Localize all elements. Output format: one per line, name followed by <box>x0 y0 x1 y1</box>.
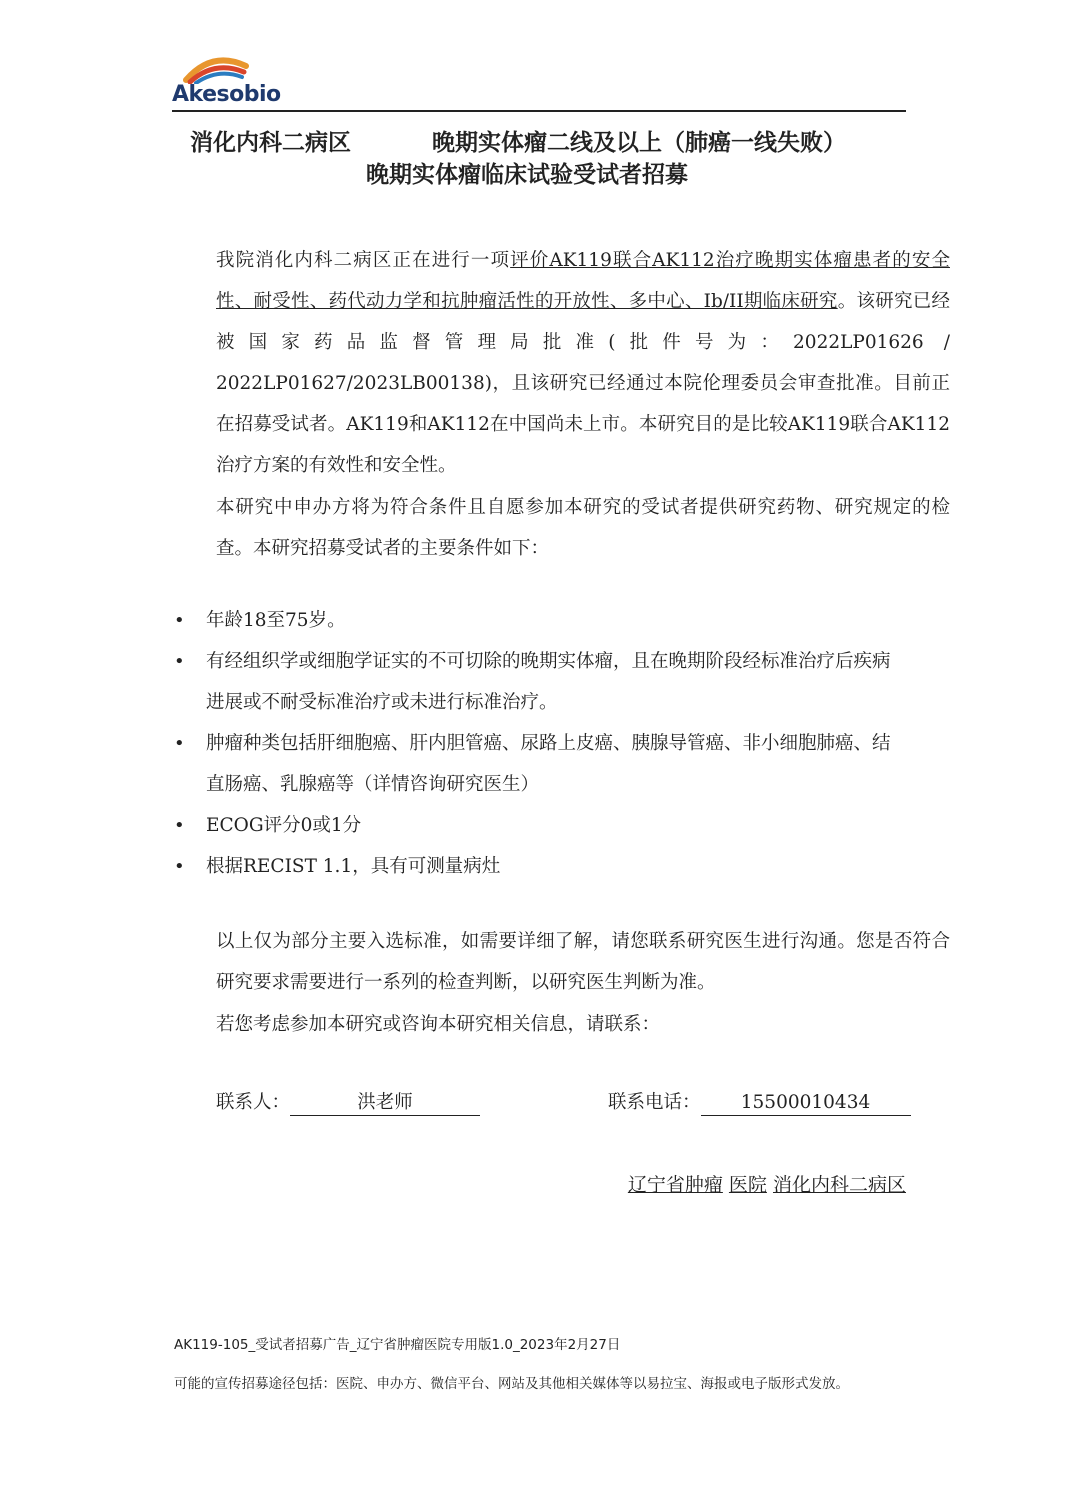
hospital-signature <box>628 1170 906 1197</box>
list-item: • ECOG评分0或1分 <box>174 805 908 846</box>
akesobio-logo <box>172 52 292 108</box>
logo-arcs-icon <box>182 52 252 84</box>
contact-phone-label: 联系电话： <box>608 1092 701 1113</box>
indication-heading: 晚期实体瘤二线及以上（肺癌一线失败） <box>432 130 846 156</box>
list-item: • 有经组织学或细胞学证实的不可切除的晚期实体瘤，且在晚期阶段经标准治疗后疾病进展或不耐受标准治疗或未进行标准治疗。 <box>174 641 908 723</box>
contact-person-value: 洪老师 <box>290 1091 480 1116</box>
intro-lead: 我院消化内科二病区正在进行一项 <box>216 250 511 271</box>
contact-phone <box>608 1088 911 1116</box>
hospital-name: 辽宁省肿瘤 <box>627 1174 723 1196</box>
hospital-type: 医院 <box>728 1174 767 1196</box>
header-divider <box>172 110 906 112</box>
study-name: 评价AK119联合AK112治疗晚期实体瘤患者的安全性、耐受性、药代动力学和抗肿瘤活性的开放性、多中心、Ib/II期临床研究 <box>216 250 950 312</box>
contact-person-label: 联系人： <box>216 1092 291 1113</box>
list-item: • 根据RECIST 1.1，具有可测量病灶 <box>174 846 908 887</box>
list-item: • 年龄18至75岁。 <box>174 600 908 641</box>
contact-phone-value: 15500010434 <box>701 1091 911 1116</box>
page-title: 晚期实体瘤临床试验受试者招募 <box>366 162 688 188</box>
version-footer: AK119-105_受试者招募广告_辽宁省肿瘤医院专用版1.0_2023年2月27日 <box>174 1337 621 1353</box>
list-item: • 肿瘤种类包括肝细胞癌、肝内胆管癌、尿路上皮癌、胰腺导管癌、非小细胞肺癌、结直肠癌、乳腺癌等（详情咨询研究医生） <box>174 723 908 805</box>
contact-person <box>216 1088 480 1116</box>
intro-paragraph <box>174 240 950 486</box>
intro-rest: 。该研究已经被国家药品监督管理局批准(批件号为：2022LP01626 / 2022LP01627/2023LB00138)，且该研究已经通过本院伦理委员会审查批准。目前正在招募受试者。AK119和AK112在中国尚未上市。本研究目的是比较AK119联合AK112治疗方案的有效性和安全性。 <box>216 291 950 476</box>
department-heading: 消化内科二病区 <box>190 130 351 156</box>
logo-text: Akesobio <box>172 82 281 107</box>
closing-paragraph: 以上仅为部分主要入选标准，如需要详细了解，请您联系研究医生进行沟通。您是否符合研究要求需要进行一系列的检查判断，以研究医生判断为准。 <box>216 931 950 993</box>
sponsor-paragraph: 本研究中申办方将为符合条件且自愿参加本研究的受试者提供研究药物、研究规定的检查。本研究招募受试者的主要条件如下： <box>216 497 950 559</box>
hospital-ward: 消化内科二病区 <box>772 1174 906 1196</box>
contact-prompt: 若您考虑参加本研究或咨询本研究相关信息，请联系： <box>216 1014 661 1035</box>
channels-footer: 可能的宣传招募途径包括：医院、申办方、微信平台、网站及其他相关媒体等以易拉宝、海报或电子版形式发放。 <box>174 1376 849 1392</box>
criteria-list <box>174 600 908 887</box>
